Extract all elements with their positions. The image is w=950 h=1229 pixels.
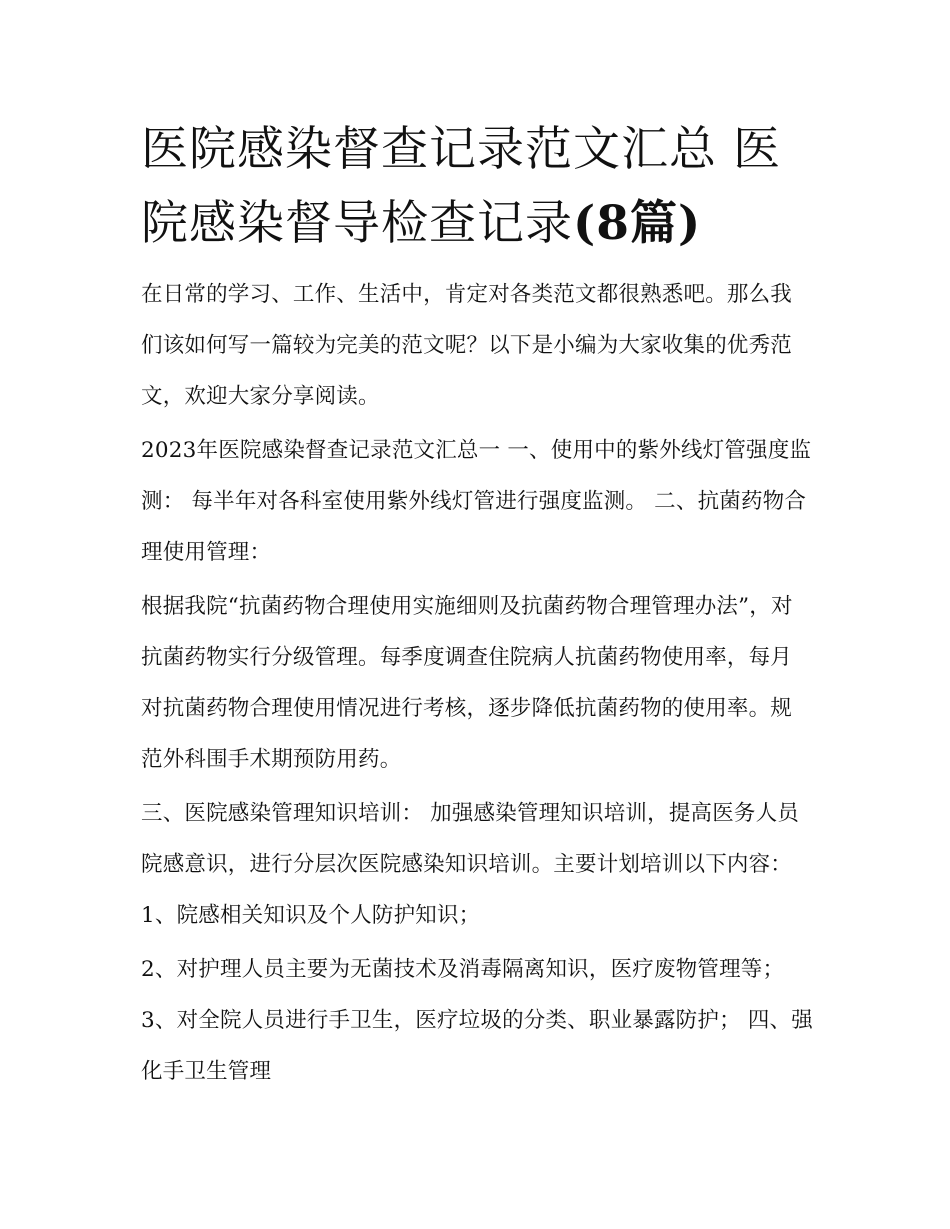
document-title-count: (8篇) bbox=[573, 196, 702, 251]
section-antibiotics-paragraph: 根据我院“抗菌药物合理使用实施细则及抗菌药物合理管理办法”，对抗菌药物实行分级管理。每季度调查住院病人抗菌药物使用率，每月对抗菌药物合理使用情况进行考核，逐步降低抗菌药物的使用率。规范外科围手术期预防用药。 bbox=[141, 594, 793, 772]
document-body bbox=[141, 113, 813, 1097]
document-title-main: 医院感染督查记录范文汇总 医院感染督导检查记录 bbox=[141, 122, 781, 251]
section-uv-paragraph: 2023年医院感染督查记录范文汇总一 一、使用中的紫外线灯管强度监测： 每半年对各科室使用紫外线灯管进行强度监测。 二、抗菌药物合理使用管理： bbox=[141, 438, 812, 565]
intro-paragraph: 在日常的学习、工作、生活中，肯定对各类范文都很熟悉吧。那么我们该如何写一篇较为完美的范文呢？以下是小编为大家收集的优秀范文，欢迎大家分享阅读。 bbox=[141, 282, 793, 409]
section-training-content-paragraph: 2、对护理人员主要为无菌技术及消毒隔离知识，医疗废物管理等； 3、对全院人员进行手卫生，医疗垃圾的分类、职业暴露防护； 四、强化手卫生管理 bbox=[141, 957, 813, 1084]
document-title bbox=[141, 113, 813, 261]
section-training-paragraph: 三、医院感染管理知识培训： 加强感染管理知识培训，提高医务人员院感意识，进行分层次医院感染知识培训。主要计划培训以下内容： 1、院感相关知识及个人防护知识； bbox=[141, 801, 800, 928]
